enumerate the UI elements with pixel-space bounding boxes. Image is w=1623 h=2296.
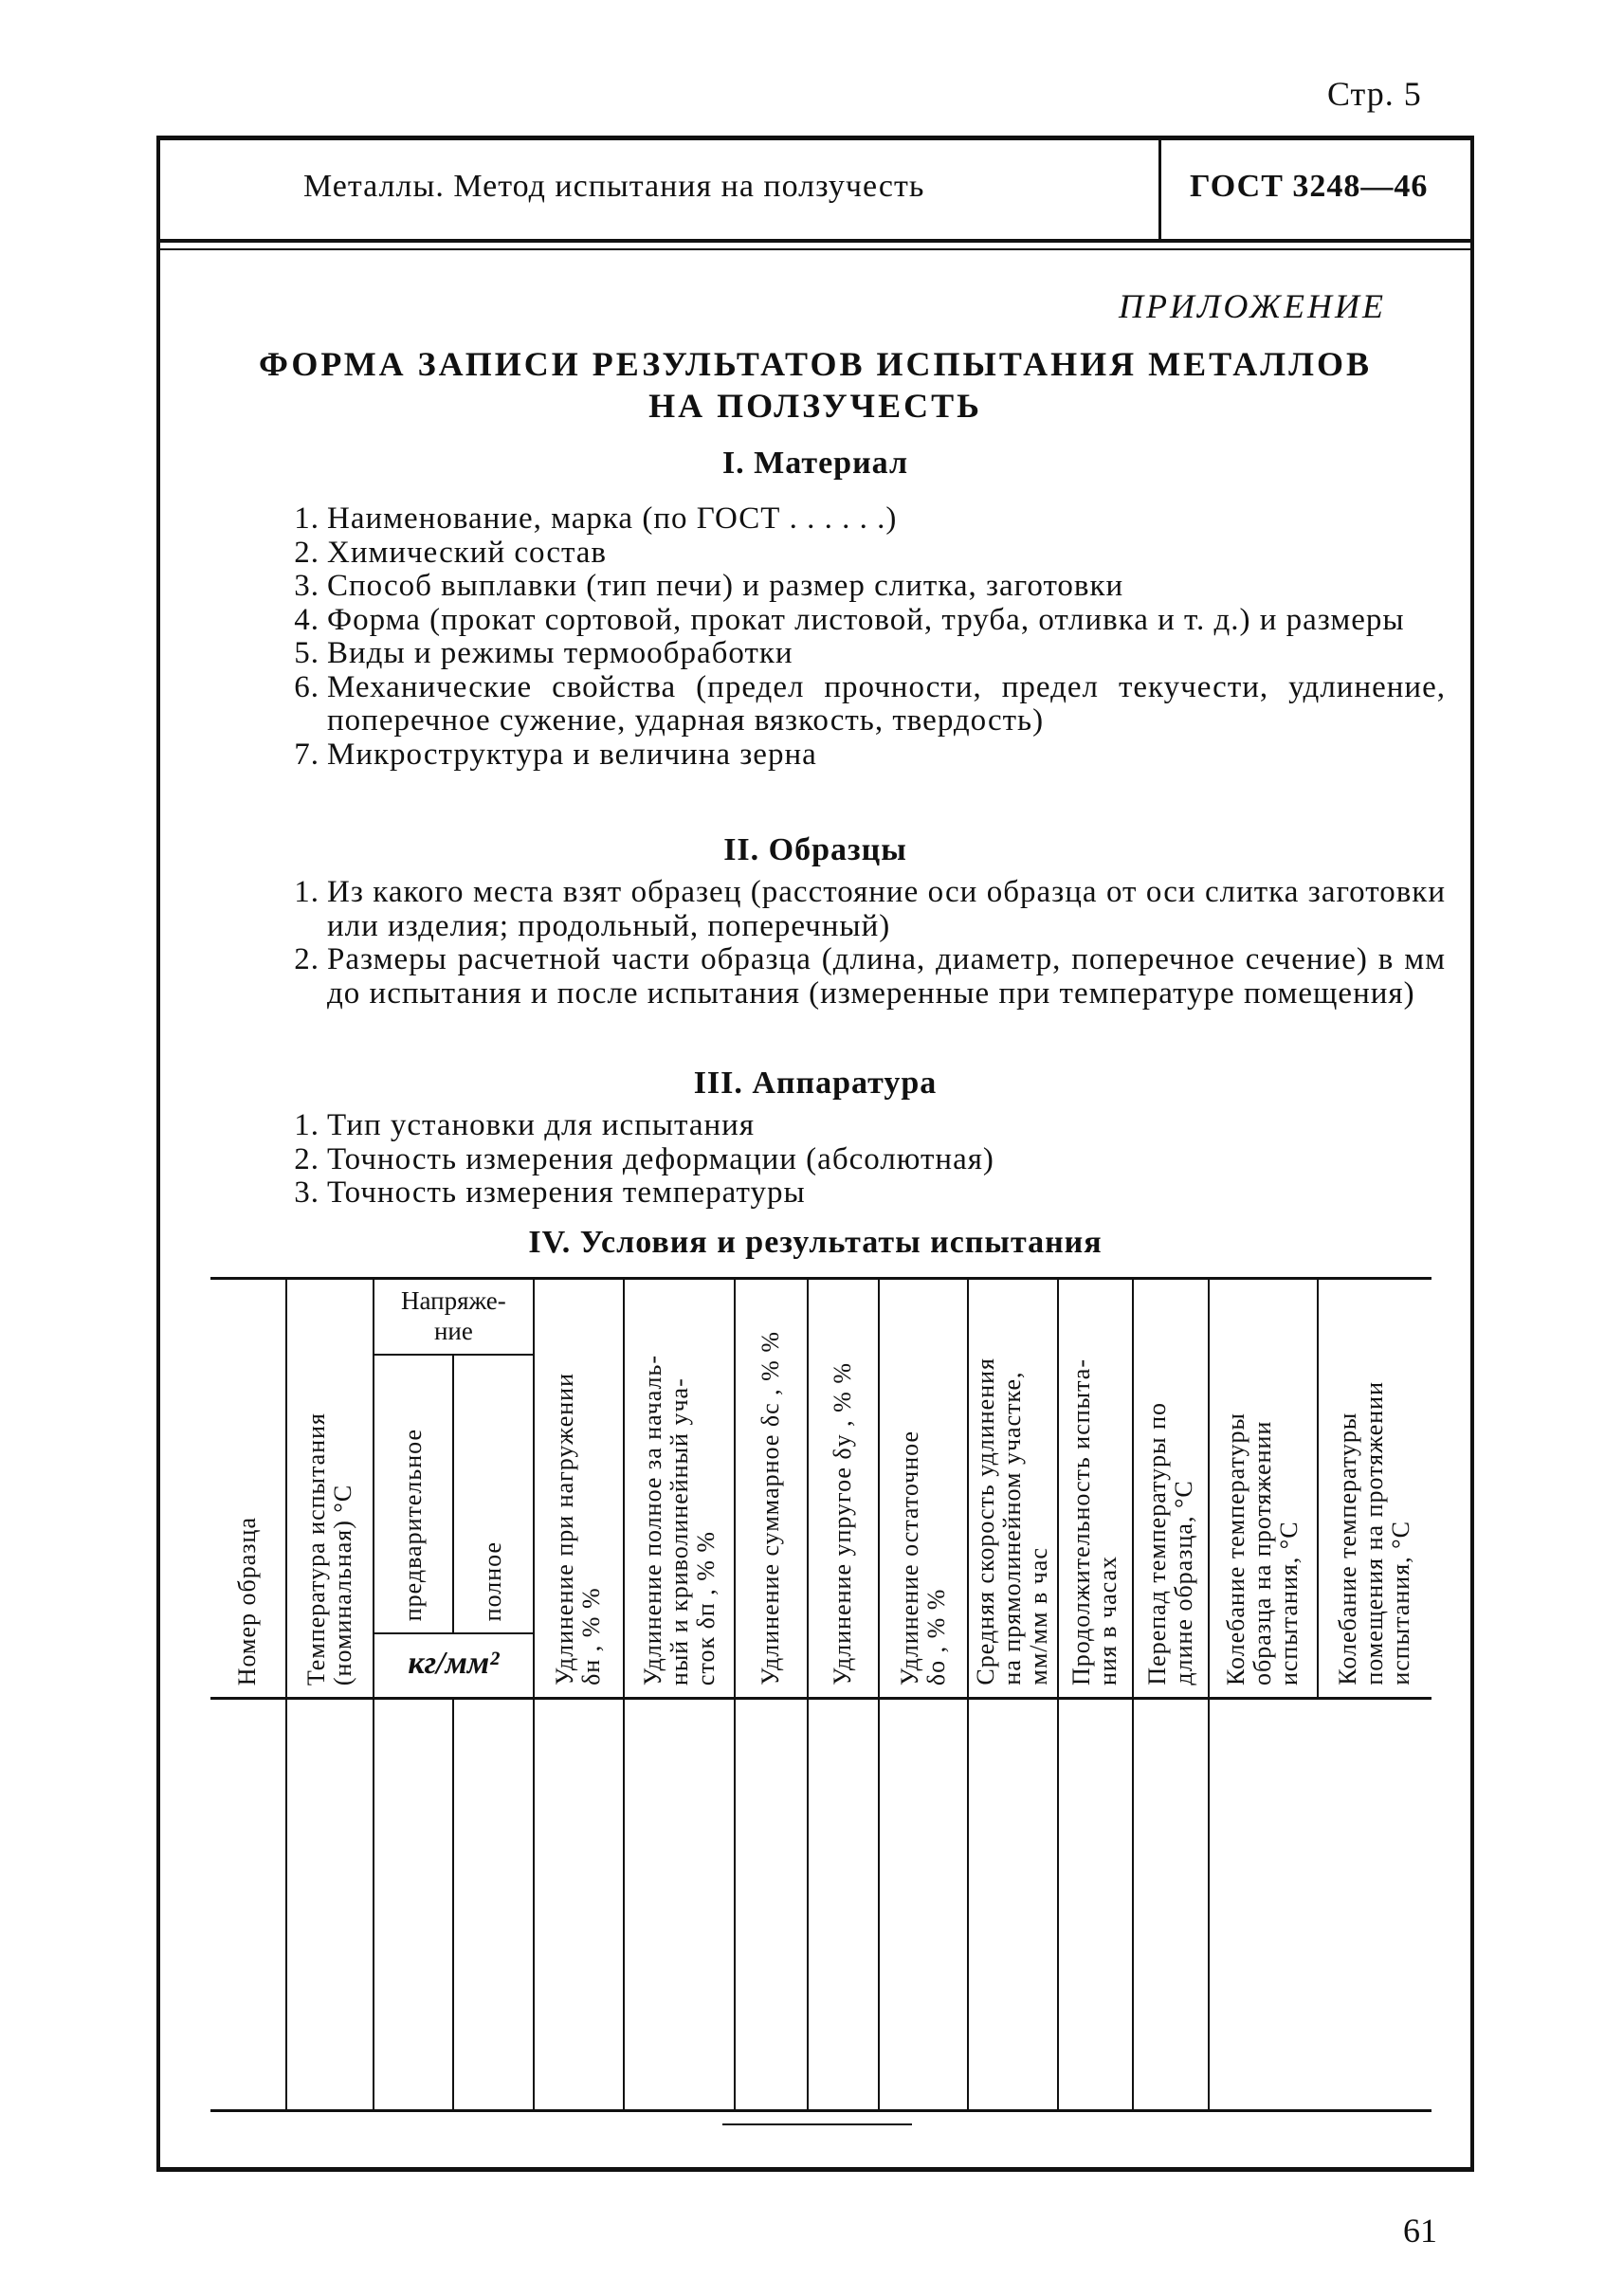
- main-title-line-1: ФОРМА ЗАПИСИ РЕЗУЛЬТАТОВ ИСПЫТАНИЯ МЕТАЛЛОВ: [259, 345, 1372, 383]
- column-header: Удлинение суммарное δс , % %: [735, 1279, 808, 1699]
- column-header: Колебание температуры помещения на протяжении испытания, °С: [1318, 1279, 1432, 1699]
- list-item: 1. Наименование, марка (по ГОСТ . . . . . .): [294, 501, 898, 536]
- main-title-line-2: НА ПОЛЗУЧЕСТЬ: [648, 387, 982, 425]
- table-cell[interactable]: [1133, 1699, 1209, 2111]
- list-item: 2. Химический состав: [294, 535, 608, 570]
- column-header: Удлинение полное за началь- ный и криволинейный уча- сток δп , % %: [624, 1279, 735, 1699]
- column-header: Удлинение при нагружении δн , % %: [534, 1279, 625, 1699]
- list-item: 2. Точность измерения деформации (абсолютная): [294, 1141, 994, 1176]
- list-item: 4. Форма (прокат сортовой, прокат листовой, труба, отливка и т. д.) и размеры: [294, 602, 1405, 637]
- list-item: 5. Виды и режимы термообработки: [294, 636, 793, 670]
- column-header: Колебание температуры образца на протяжении испытания, °С: [1209, 1279, 1318, 1699]
- list-item: 3. Точность измерения температуры: [294, 1175, 806, 1210]
- table-cell[interactable]: [286, 1699, 374, 2111]
- stress-unit-label: кг/мм²: [374, 1632, 532, 1697]
- list-item: 7. Микроструктура и величина зерна: [294, 737, 817, 772]
- table-cell[interactable]: [879, 1699, 968, 2111]
- appendix-label: ПРИЛОЖЕНИЕ: [1119, 287, 1386, 325]
- section-heading-apparatus: III. Аппаратура: [693, 1066, 938, 1101]
- column-header: Температура испытания (номинальная) °С: [286, 1279, 374, 1699]
- bottom-rule: [722, 2123, 912, 2125]
- table-cell[interactable]: [968, 1699, 1059, 2111]
- section-heading-specimens: II. Образцы: [723, 832, 907, 867]
- table-cell[interactable]: [1209, 1699, 1318, 2111]
- stress-group-label: Напряже- ние: [374, 1280, 532, 1356]
- page-label-top: Стр. 5: [1327, 75, 1422, 113]
- table-header-row: [210, 1279, 1432, 1699]
- table-cell[interactable]: [808, 1699, 879, 2111]
- specimens-list: [270, 876, 1446, 1011]
- column-header: Удлинение упругое δу , % %: [808, 1279, 879, 1699]
- results-table: [210, 1277, 1432, 2112]
- list-item: 1. Из какого места взят образец (расстояние оси образца от оси слитка заготовки или изделия; продольный, поперечный): [294, 875, 1446, 943]
- table-cell[interactable]: [374, 1699, 453, 2111]
- header-rule: [160, 248, 1470, 250]
- list-item: 2. Размеры расчетной части образца (длина, диаметр, поперечное сечение) в мм до испытания и после испытания (измеренные при температуре помещения): [294, 942, 1446, 1011]
- table-cell[interactable]: [210, 1699, 286, 2111]
- stress-full-label: полное: [479, 1540, 507, 1621]
- header-divider: [1158, 140, 1161, 239]
- stress-preliminary-label: предварительное: [399, 1428, 428, 1621]
- list-item: 3. Способ выплавки (тип печи) и размер слитка, заготовки: [294, 569, 1124, 603]
- table-cell[interactable]: [624, 1699, 735, 2111]
- column-header: Перепад температуры по длине образца, °С: [1133, 1279, 1209, 1699]
- column-header: Продолжительность испыта- ния в часах: [1058, 1279, 1132, 1699]
- column-header: Средняя скорость удлинения на прямолинейном участке, мм/мм в час: [968, 1279, 1059, 1699]
- list-item: 1. Тип установки для испытания: [294, 1108, 756, 1142]
- apparatus-list: [270, 1109, 1446, 1211]
- table-cell[interactable]: [453, 1699, 533, 2111]
- stress-column-group: [374, 1279, 533, 1699]
- material-list: [270, 502, 1446, 772]
- page-number: 61: [1403, 2212, 1437, 2250]
- section-heading-conditions: IV. Условия и результаты испытания: [528, 1225, 1103, 1260]
- table-row: [210, 1699, 1432, 2111]
- table-cell[interactable]: [735, 1699, 808, 2111]
- main-title: [190, 343, 1441, 427]
- header-gost-number: ГОСТ 3248—46: [1190, 169, 1429, 204]
- column-header: Удлинение остаточное δо , % %: [879, 1279, 968, 1699]
- header-title: Металлы. Метод испытания на ползучесть: [303, 169, 925, 204]
- section-heading-material: I. Материал: [721, 446, 909, 481]
- list-item: 6. Механические свойства (предел прочности, предел текучести, удлинение, поперечное сужение, ударная вязкость, твердость): [294, 669, 1446, 738]
- header-underline: [160, 239, 1470, 243]
- table-cell[interactable]: [534, 1699, 625, 2111]
- column-header: Номер образца: [210, 1279, 286, 1699]
- table-cell[interactable]: [1058, 1699, 1132, 2111]
